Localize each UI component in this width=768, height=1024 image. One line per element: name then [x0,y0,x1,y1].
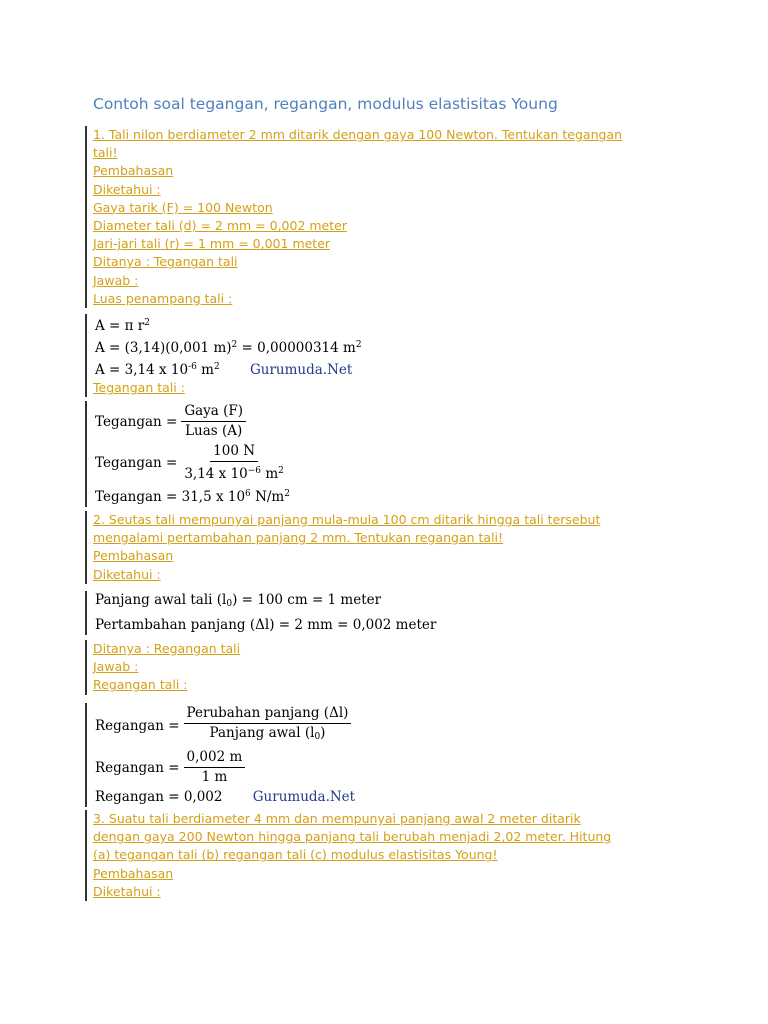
formula-line: Regangan = 0,002 Gurumuda.Net [95,789,356,805]
problem-2-question [85,640,240,695]
text-line: Pembahasan [93,548,174,564]
text-line: Pembahasan [93,163,174,179]
formula-line: Tegangan = $\frac{100 N}{3,14 x 10^{-6} m^2}$ [95,443,290,483]
formula-line: Pertambahan panjang (Δl) = 2 mm = 0,002 meter [95,617,437,633]
text-line: tali! [93,145,118,161]
fraction: $\frac{\text{Gaya (F)}}{\text{Luas (A)}}$ [181,403,246,440]
stress-formula [85,401,290,507]
formula-line: Regangan = $\frac{\text{Perubahan panjang (Δl)}}{Panjang awal (l_0)}$ [95,705,355,746]
text-line: mengalami pertambahan panjang 2 mm. Tentukan regangan tali! [93,530,504,546]
text-line: Jari-jari tali (r) = 1 mm = 0,001 meter [93,236,331,252]
text-line: Gaya tarik (F) = 100 Newton [93,199,273,215]
formula-line: A = (3,14)(0,001 m)$^2$ = 0,00000314 $m^2$ [95,340,362,356]
text-line: 1. Tali nilon berdiameter 2 mm ditarik dengan gaya 100 Newton. Tentukan tegangan [93,127,623,142]
text-line: Diketahui : [93,181,161,197]
text-line: Tegangan tali : [93,380,185,395]
text-line: Jawab : [93,659,139,675]
formula-line: Tegangan = 31,5 x $10^6$ $N/m^2$ [95,489,290,505]
area-formula [85,314,362,380]
text-line: Ditanya : Regangan tali [93,641,241,656]
text-line: Luas penampang tali : [93,290,233,306]
problem-1-text [85,126,622,308]
fraction: $\frac{100 N}{3,14 x 10^{-6} m^2}$ [184,443,284,482]
text-line: Regangan tali : [93,677,188,693]
stress-label-block [85,379,185,397]
problem-3-text [85,810,611,901]
text-line: Jawab : [93,272,139,288]
text-line: Ditanya : Tegangan tali [93,254,238,270]
text-line: Diameter tali (d) = 2 mm = 0,002 meter [93,218,347,234]
text-line: Pembahasan [93,865,174,881]
fraction: $\frac{0,002 m}{1 m}$ [184,749,246,786]
formula-line: Panjang awal tali $(l_0) = 100$ cm = 1 meter [95,592,382,609]
given-formula [85,591,436,635]
strain-formula [85,703,355,807]
text-line: dengan gaya 200 Newton hingga panjang tali berubah menjadi 2,02 meter. Hitung [93,829,612,845]
text-line: Diketahui : [93,566,161,582]
fraction: $\frac{\text{Perubahan panjang (Δl)}}{Panjang awal (l_0)}$ [184,705,352,746]
text-line: Diketahui : [93,883,161,899]
text-line: 3. Suatu tali berdiameter 4 mm dan mempunyai panjang awal 2 meter ditarik [93,811,581,826]
text-line: 2. Seutas tali mempunyai panjang mula-mula 100 cm ditarik hingga tali tersebut [93,512,601,527]
text-line: (a) tegangan tali (b) regangan tali (c) modulus elastisitas Young! [93,847,498,863]
page-title: Contoh soal tegangan, regangan, modulus elastisitas Young [93,95,558,113]
problem-2-text [85,511,600,584]
formula-line: Regangan = $\frac{0,002 m}{1 m}$ [95,749,355,786]
formula-line: A = 3,14 x $10^{-6}$ $m^2$ Gurumuda.Net [95,362,353,378]
brand-watermark: Gurumuda.Net [249,362,353,378]
formula-line: Tegangan = $\frac{\text{Gaya (F)}}{\text{Luas (A)}}$ [95,403,290,440]
formula-line: A = π $r^2$ [95,318,150,334]
brand-watermark: Gurumuda.Net [252,789,356,805]
